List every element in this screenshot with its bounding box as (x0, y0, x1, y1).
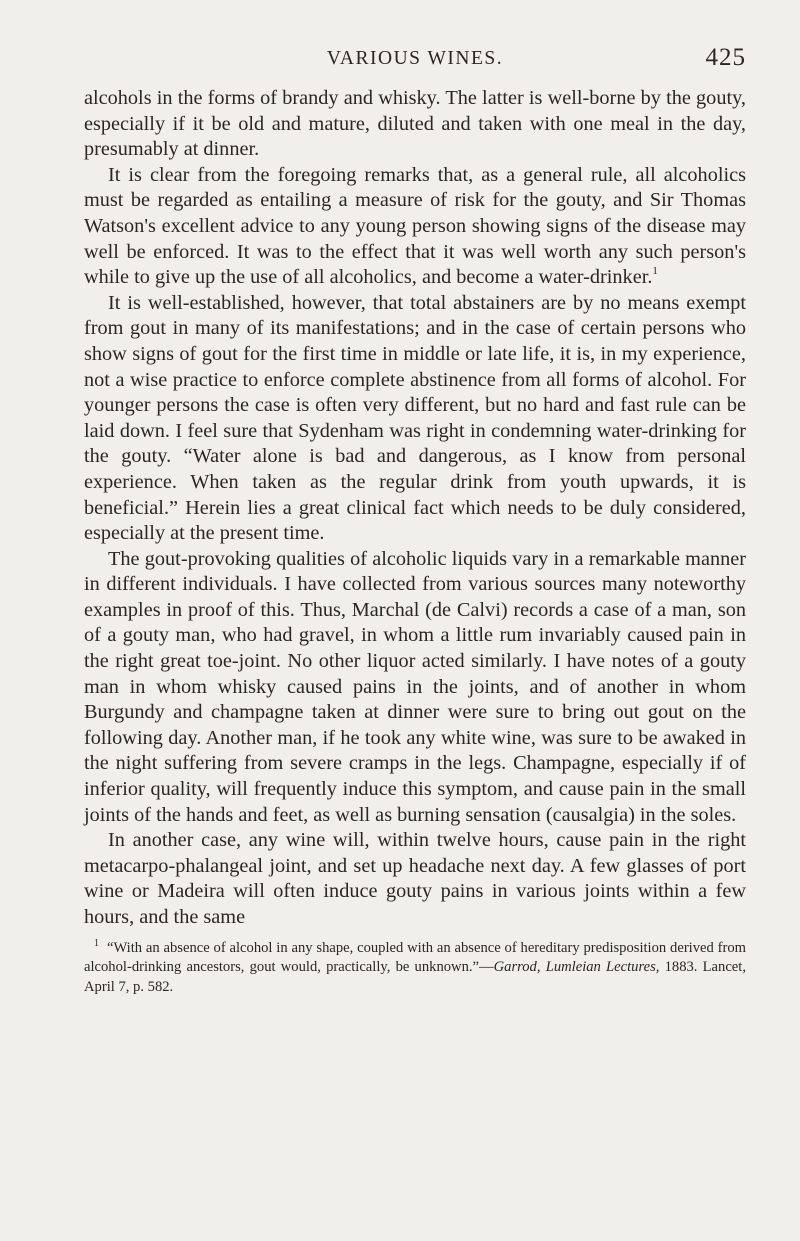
footnote-quote: “With an absence of alcohol in any shape, coupled with an absence of hereditary predisposition derived from alcohol-drinking ancestors, gout would, practically, be unknown.”— (84, 939, 746, 976)
paragraph (84, 291, 746, 547)
paragraph (84, 828, 746, 930)
footnote-marker: 1 (94, 937, 99, 949)
page-number: 425 (705, 44, 746, 71)
footnote-reference: 1 (652, 265, 658, 278)
paragraph-text: alcohols in the forms of brandy and whisky. The latter is well-borne by the gouty, especially if it be old and mature, diluted and taken with one meal in the day, presumably at dinner. (84, 87, 746, 161)
body-text (84, 86, 746, 931)
paragraph-text: It is well-established, however, that total abstainers are by no means exempt from gout in many of its manifestations; and in the case of certain persons who show signs of gout for the first time in middle or late life, it is, in my experience, not a wise practice to enforce complete abstinence from all forms of alcohol. For younger persons the case is often very different, but no hard and fast rule can be laid down. I feel sure that Sydenham was right in condemning water-drinking for the gouty. “Water alone is bad and dangerous, as I know from personal experience. When taken as the regular drink from youth upwards, it is beneficial.” Herein lies a great clinical fact which needs to be duly considered, especially at the present time. (84, 291, 746, 545)
running-head (84, 46, 746, 86)
running-title: VARIOUS WINES. (326, 48, 504, 69)
footnote-source: Garrod, Lumleian Lectures, (493, 959, 660, 976)
paragraph (84, 86, 746, 163)
paragraph-text: The gout-provoking qualities of alcoholic liquids vary in a remarkable manner in different individuals. I have collected from various sources many noteworthy examples in proof of this. Thus, Marchal (de Calvi) records a case of a man, son of a gouty man, who had gravel, in whom a little rum invariably caused pain in the right great toe-joint. No other liquor acted similarly. I have notes of a gouty man in whom whisky caused pains in the joints, and of another in whom Burgundy and champagne taken at dinner were sure to bring out gout on the following day. Another man, if he took any white wine, was sure to be awaked in the night suffering from severe cramps in the legs. Champagne, especially if of inferior quality, will frequently induce this symptom, and cause pain in the small joints of the hands and feet, as well as burning sensation (causalgia) in the soles. (84, 547, 746, 826)
paragraph (84, 547, 746, 829)
paragraph-text: It is clear from the foregoing remarks that, as a general rule, all alcoholics must be regarded as entailing a measure of risk for the gouty, and Sir Thomas Watson's excellent advice to any young person showing signs of the disease may well be enforced. It was to the effect that it was well worth any such person's while to give up the use of all alcoholics, and become a water-drinker. (84, 163, 746, 289)
paragraph (84, 163, 746, 291)
footnote (84, 939, 746, 998)
footnotes (84, 939, 746, 998)
footnote-citation: 1883. Lancet, April 7, p. 582. (84, 959, 746, 995)
paragraph-text: In another case, any wine will, within twelve hours, cause pain in the right metacarpo-phalangeal joint, and set up headache next day. A few glasses of port wine or Madeira will often induce gouty pains in various joints within a few hours, and the same (84, 829, 746, 928)
